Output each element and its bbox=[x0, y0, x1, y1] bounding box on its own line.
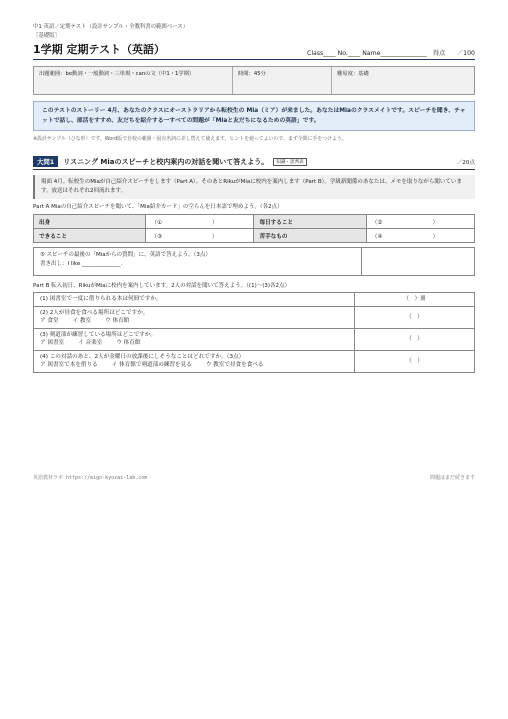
blank-open: （① bbox=[151, 219, 162, 226]
subject-header: 中1 英語／定期テスト（設計サンプル・全教科書の範囲ベース） bbox=[33, 24, 189, 30]
exam-info-box bbox=[33, 66, 475, 95]
question-text: (3) 剣道部が練習している場所はどこですか。 bbox=[40, 331, 156, 338]
part-b-questions bbox=[33, 292, 475, 373]
table-row bbox=[34, 328, 475, 350]
choice-option: ウ 体育館 bbox=[116, 340, 141, 346]
score-label: 得点 bbox=[432, 50, 446, 57]
blank-close: ） bbox=[432, 233, 439, 240]
question-text: (4) この対話のあと、2人が金曜日の放課後にしそうなことはどれですか。（3点） bbox=[40, 353, 245, 360]
level-label: ［基礎版］ bbox=[33, 33, 60, 39]
section-badge: 大問1 bbox=[33, 156, 58, 167]
test-page bbox=[33, 22, 475, 373]
design-note: ※設計サンプル（ひな形）です。Word版で自校の範囲・固有名詞に差し替えて使えます。ヒントを使ってよいので、まず全問に手をつけよう。 bbox=[33, 136, 347, 142]
skill-tag: 知識・思判表 bbox=[273, 158, 307, 166]
question-text: (2) 2人が昼食を食べる場所はどこですか。 bbox=[40, 309, 149, 316]
answer-blank-3[interactable] bbox=[146, 229, 254, 243]
footer-site: 英語教材ラボ https://eigo-kyozai-lab.com bbox=[33, 475, 148, 481]
table-row bbox=[34, 293, 475, 307]
question-5-starter: 書き出し：I like ______________. bbox=[40, 261, 123, 267]
label-origin: 出身 bbox=[34, 215, 146, 229]
table-row bbox=[34, 215, 475, 229]
choice-option: ア 食堂 bbox=[40, 318, 59, 324]
blank-open: （④ bbox=[371, 233, 383, 240]
answer-blank-4[interactable] bbox=[366, 229, 474, 243]
choice-option: ウ 教室で昼食を食べる bbox=[205, 362, 264, 368]
question-5-prompt: ⑤ スピーチの最後の「Miaからの質問」に、英語で答えよう。（3点） bbox=[40, 252, 211, 258]
choice-list bbox=[40, 317, 348, 326]
label-can-do: できること bbox=[34, 229, 146, 243]
label-dislike: 苦手なもの bbox=[254, 229, 366, 243]
choice-list bbox=[40, 339, 348, 348]
question-5-answer-box[interactable] bbox=[362, 248, 474, 275]
choice-option: イ 教室 bbox=[72, 318, 92, 324]
question-5-text bbox=[34, 248, 362, 275]
part-b-instruction: Part B 転入初日、RikuがMiaに校内を案内しています。2人の対話を聞いて答えよう。（(1)〜(3)各2点） bbox=[33, 283, 291, 289]
question-cell bbox=[34, 350, 355, 372]
exam-range: 出題範囲：be動詞・一般動詞・三単現・canの文（中1・1学期） bbox=[34, 67, 233, 94]
story-box: このテストのストーリー 4月、あなたのクラスにオーストラリアから転校生の Mia（ミア）が来ました。あなたはMiaのクラスメイトです。スピーチを聞き、チャットで話し、部活をすすめ、友だちを紹介する一すべての問題が「Miaと友だちになるための英語」です。 bbox=[33, 101, 475, 131]
part-a-instruction: Part A Miaの自己紹介スピーチを聞いて、「Mia紹介カード」の空らんを日本語で埋めよう。（各2点） bbox=[33, 204, 283, 210]
blank-close: ） bbox=[211, 219, 218, 226]
title-bar bbox=[33, 41, 475, 60]
exam-difficulty: 難易度：基礎 bbox=[337, 71, 369, 77]
question-cell bbox=[34, 293, 355, 307]
choice-option: ウ 体育館 bbox=[105, 318, 130, 324]
table-row bbox=[34, 350, 475, 372]
class-name-fields: Class____ No.____ Name_______________ bbox=[307, 50, 427, 57]
blank-open: （② bbox=[371, 219, 383, 226]
student-info-line bbox=[307, 48, 475, 57]
choice-option: イ 体育館で剣道部の練習を見る bbox=[111, 362, 192, 368]
blank-close: ） bbox=[211, 233, 218, 240]
score-max: ／100 bbox=[457, 50, 475, 57]
question-cell bbox=[34, 306, 355, 328]
table-row bbox=[34, 306, 475, 328]
question-5 bbox=[33, 247, 475, 276]
answer-blank-2[interactable] bbox=[366, 215, 474, 229]
answer-blank-1[interactable] bbox=[146, 215, 254, 229]
question-text: (1) 図書室で一度に借りられる本は何冊ですか。 bbox=[40, 296, 162, 302]
blank-close: ） bbox=[432, 219, 439, 226]
footer-continue: 問題はまだ続きます bbox=[429, 475, 475, 481]
section-title: リスニング Miaのスピーチと校内案内の対話を聞いて答えよう。 bbox=[63, 157, 269, 166]
answer-cell[interactable]: （ ）冊 bbox=[355, 293, 475, 307]
choice-option: ア 図書室で本を借りる bbox=[40, 362, 98, 368]
section-points: ／20点 bbox=[456, 159, 475, 166]
question-cell bbox=[34, 328, 355, 350]
table-row bbox=[34, 229, 475, 243]
answer-cell[interactable]: （ ） bbox=[355, 306, 475, 328]
choice-option: ア 図書室 bbox=[40, 340, 65, 346]
answer-cell[interactable]: （ ） bbox=[355, 350, 475, 372]
mia-profile-card bbox=[33, 214, 475, 243]
exam-time: 時間：45分 bbox=[233, 67, 332, 94]
section-1-header bbox=[33, 156, 475, 170]
label-daily: 毎日すること bbox=[254, 215, 366, 229]
choice-option: イ 音楽室 bbox=[78, 340, 103, 346]
choice-list bbox=[40, 361, 348, 370]
page-title: 1学期 定期テスト（英語） bbox=[33, 43, 166, 56]
blank-open: （③ bbox=[151, 233, 162, 240]
page-footer bbox=[33, 474, 475, 481]
answer-cell[interactable]: （ ） bbox=[355, 328, 475, 350]
scenario-box: 場面 4月。転校生のMiaが自己紹介スピーチをします（Part A）。そのあとRikuがMiaに校内を案内します（Part B）。学級新聞係のあなたは、メモを取りながら聞いています。放送はそれぞれ2回流れます。 bbox=[33, 175, 475, 199]
